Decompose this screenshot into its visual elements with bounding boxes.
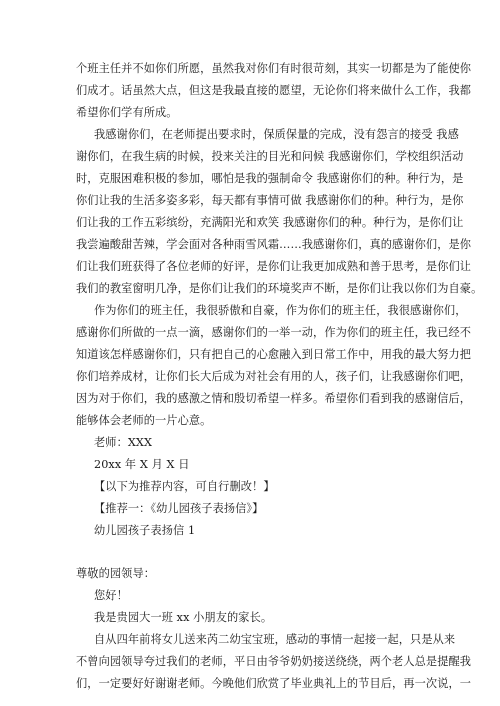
body-line: 我尝遍酸甜苦辣，学会面对各种雨雪风霜……我感谢你们，真的感谢你们，是你 — [76, 238, 472, 251]
section-title: 幼儿园孩子表扬信 1 — [94, 524, 196, 537]
body-line: 感谢你们所做的一点一滴，感谢你们的一举一动，作为你们的班主任，我已经不 — [76, 326, 472, 339]
body-line: 知道该怎样感谢你们，只有把自己的心愈融入到日常工作中，用我的最大努力把 — [76, 348, 472, 361]
greeting: 您好！ — [94, 589, 128, 602]
body-line: 时，克服困难积极的参加，哪怕是我的强制命令 我感谢你们的种。种行为，是 — [76, 172, 464, 185]
body-line: 因为对于你们，我的感激之情和殷切希望一样多。希望你们看到我的感谢信后， — [76, 392, 472, 405]
body-line: 们，一定要好好谢谢老师。今晚他们欣赏了毕业典礼上的节目后，再一次说，一 — [76, 677, 472, 690]
recommend-heading: 【推荐一：《幼儿园孩子表扬信》】 — [94, 502, 264, 515]
body-line: 作为你们的班主任，我很骄傲和自豪，作为你们的班主任，我很感谢你们， — [94, 304, 467, 317]
body-line: 能够体会老师的一片心意。 — [76, 414, 212, 427]
body-line: 我感谢你们，在老师提出要求时，保质保量的完成，没有怨言的接受 我感 — [94, 128, 459, 141]
date-line: 20xx 年 X 月 X 日 — [94, 458, 190, 471]
body-line: 希望你们学有所成。 — [76, 106, 178, 119]
body-line: 们成才。话虽然大点，但这是我最直接的愿望，无论你们将来做什么工作，我都 — [76, 84, 472, 97]
body-line: 们让我们班获得了各位老师的好评，是你们让我更加成熟和善于思考，是你们让 — [76, 260, 472, 273]
body-line: 自从四年前将女儿送来芮二幼宝宝班，感动的事情一起接一起，只是从来 — [94, 633, 456, 646]
body-line: 谢你们，在我生病的时候，投来关注的目光和问候 我感谢你们，学校组织活动 — [76, 150, 464, 163]
teacher-signature: 老师：XXX — [94, 436, 153, 449]
recommend-note: 【以下为推荐内容，可自行删改！】 — [94, 480, 275, 493]
body-line: 你们让我的生活多姿多彩，每天都有事情可做 我感谢你们的种。种行为，是你 — [76, 194, 464, 207]
body-line: 不曾向园领导夸过我们的老师，平日由爷爷奶奶接送绕绕，两个老人总是提醒我 — [76, 655, 472, 668]
body-line: 你们培养成材，让你们长大后成为对社会有用的人，孩子们，让我感谢你们吧， — [76, 370, 472, 383]
body-line: 个班主任并不如你们所愿，虽然我对你们有时很苛刻，其实一切都是为了能使你 — [76, 62, 472, 75]
body-line: 我们的教室窗明几净，是你们让我们的环境奖声不断，是你们让我以你们为自豪。 — [76, 282, 483, 295]
body-line: 我是贵园大一班 xx 小朋友的家长。 — [94, 611, 273, 624]
salutation: 尊敬的园领导： — [76, 567, 156, 580]
body-line: 们让我的工作五彩缤纷，充满阳光和欢笑 我感谢你们的种。种行为，是你们让 — [76, 216, 464, 229]
